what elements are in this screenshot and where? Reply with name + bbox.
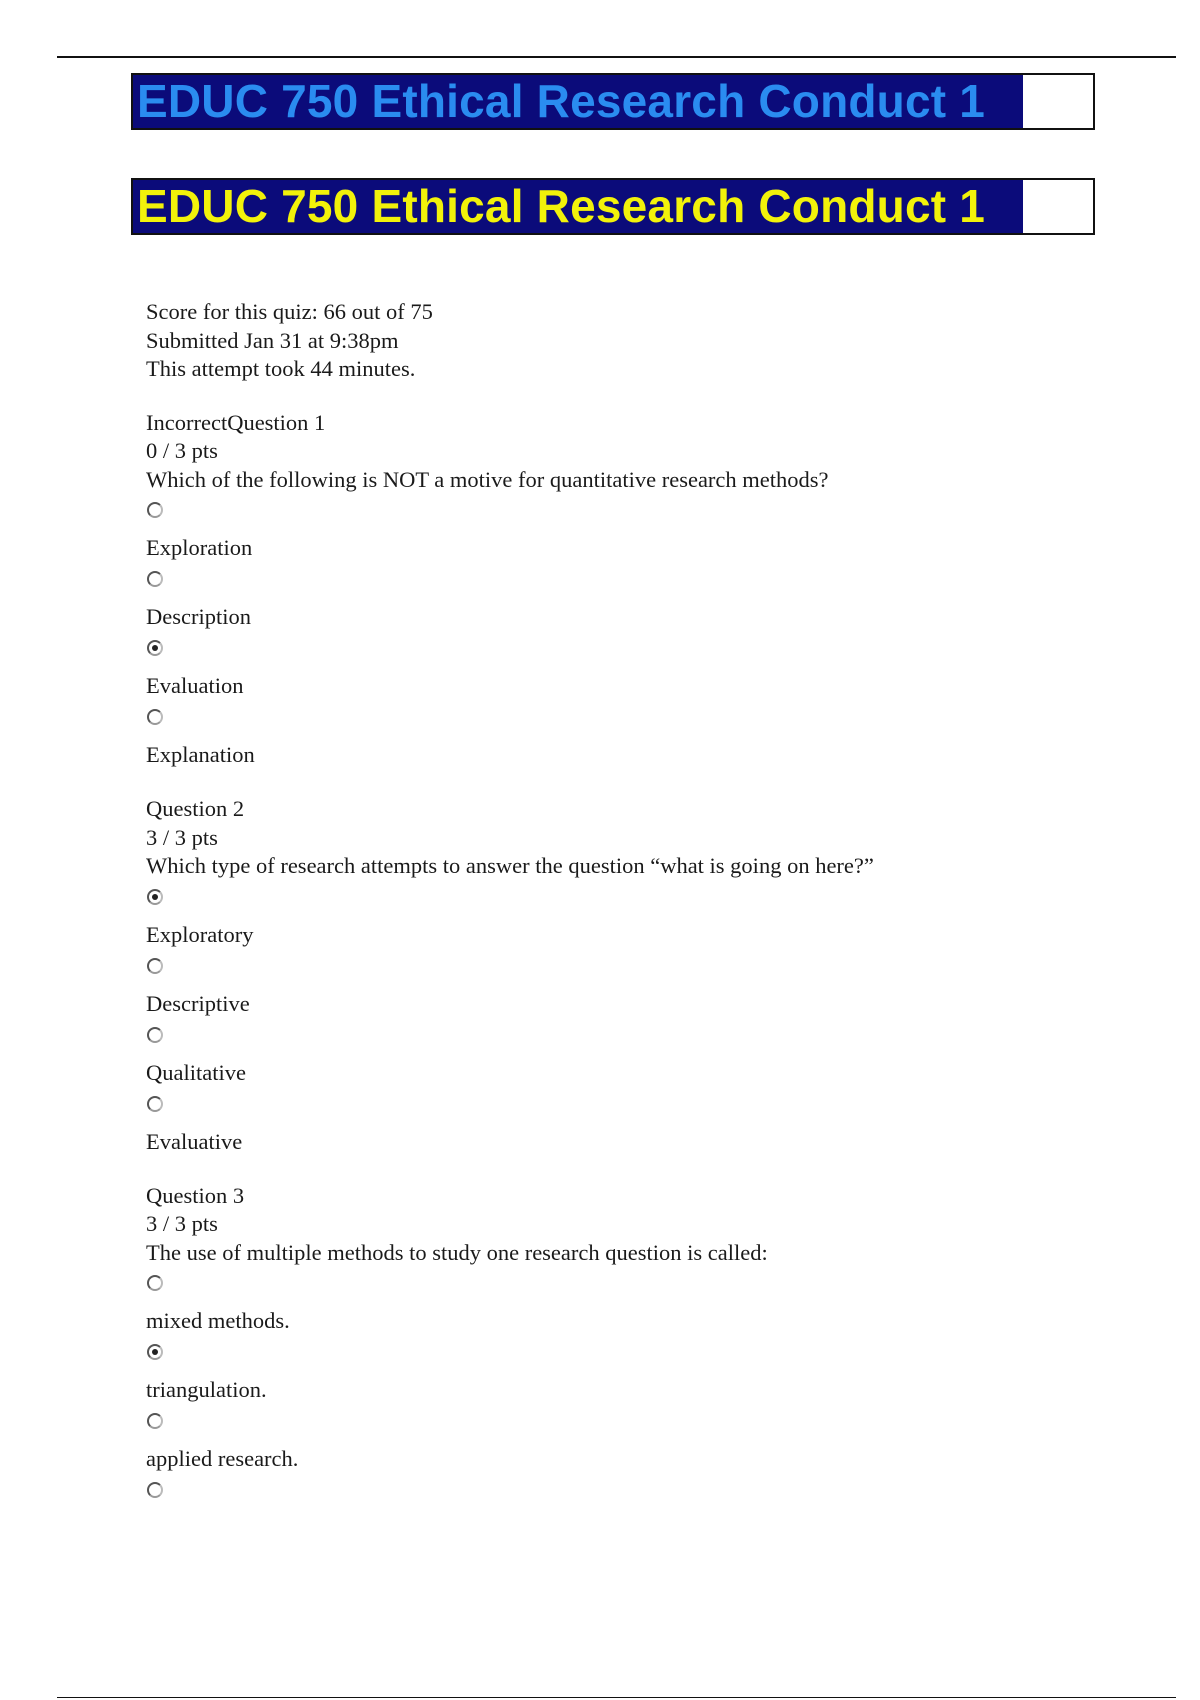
answer-radio[interactable] (147, 502, 163, 518)
answer-option-label: Explanation (146, 742, 255, 767)
question-title: IncorrectQuestion 1 (146, 409, 326, 435)
answer-radio[interactable] (147, 709, 163, 725)
quiz-content (146, 298, 1146, 1514)
answer-radio-selected[interactable] (147, 1344, 163, 1360)
question-points: 0 / 3 pts (146, 438, 218, 463)
question-block (146, 795, 1146, 1157)
answer-radio[interactable] (147, 1413, 163, 1429)
question-prompt: Which of the following is NOT a motive for quantitative research methods? (146, 466, 829, 492)
quiz-score: Score for this quiz: 66 out of 75 (146, 299, 433, 324)
question-prompt: The use of multiple methods to study one research question is called: (146, 1239, 768, 1265)
banner-title: EDUC 750 Ethical Research Conduct 1 (137, 180, 986, 232)
question-title: Question 3 (146, 1182, 245, 1208)
question-title: Question 2 (146, 796, 245, 821)
answer-option-label: Description (146, 604, 251, 629)
question-points: 3 / 3 pts (146, 824, 218, 850)
top-rule (57, 56, 1176, 58)
bottom-rule (57, 1697, 1176, 1698)
answer-option-label: Qualitative (146, 1059, 246, 1085)
answer-radio-selected[interactable] (147, 889, 163, 905)
submission-time: Submitted Jan 31 at 9:38pm (146, 327, 399, 353)
answer-radio[interactable] (147, 1096, 163, 1112)
course-banner-yellow (131, 178, 1095, 235)
answer-option-label: Evaluation (146, 673, 244, 698)
answer-radio[interactable] (147, 958, 163, 974)
question-prompt: Which type of research attempts to answer the question “what is going on here?” (146, 853, 874, 878)
attempt-duration: This attempt took 44 minutes. (146, 356, 416, 381)
answer-option-label: triangulation. (146, 1377, 267, 1402)
answer-radio[interactable] (147, 1482, 163, 1498)
answer-option-label: Evaluative (146, 1128, 243, 1154)
answer-option-label: applied research. (146, 1446, 299, 1471)
question-block (146, 409, 1146, 771)
answer-option-label: mixed methods. (146, 1308, 290, 1333)
banner-fill (133, 75, 1023, 128)
course-banner-blue (131, 73, 1095, 130)
banner-fill (133, 180, 1023, 233)
answer-option-label: Descriptive (146, 990, 250, 1016)
answer-radio[interactable] (147, 1275, 163, 1291)
answer-radio[interactable] (147, 1027, 163, 1043)
answer-option-label: Exploration (146, 535, 253, 560)
answer-radio-selected[interactable] (147, 640, 163, 656)
banner-title: EDUC 750 Ethical Research Conduct 1 (137, 75, 986, 127)
answer-radio[interactable] (147, 571, 163, 587)
question-block (146, 1182, 1146, 1515)
question-points: 3 / 3 pts (146, 1211, 218, 1236)
answer-option-label: Exploratory (146, 921, 254, 947)
